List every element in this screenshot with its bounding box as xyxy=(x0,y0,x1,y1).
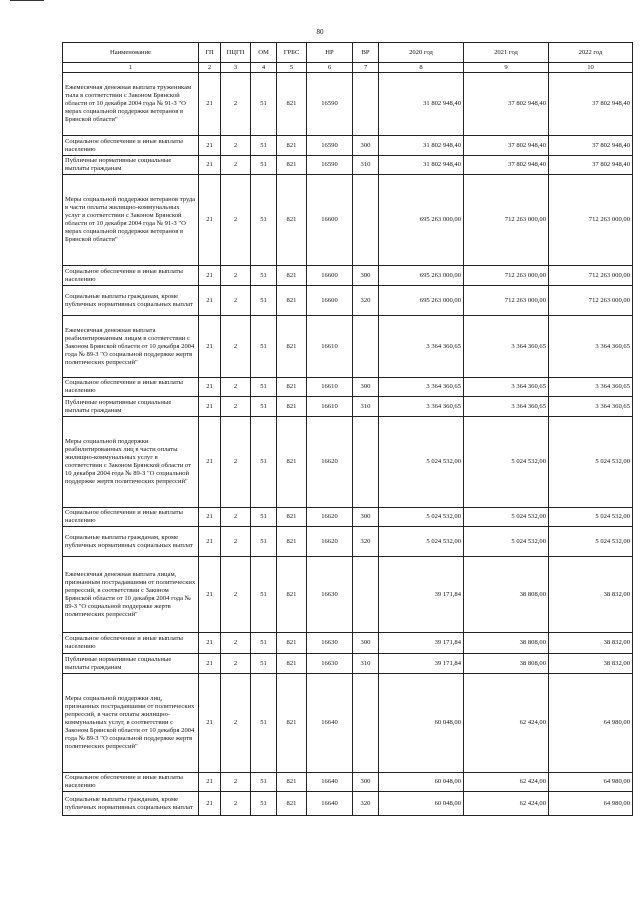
nr-cell: 16630 xyxy=(307,633,353,654)
amount-2021-cell: 3 364 360,65 xyxy=(464,397,549,417)
om-cell: 51 xyxy=(251,156,277,175)
amount-2022-cell: 712 263 000,00 xyxy=(549,286,633,316)
gp-cell: 21 xyxy=(199,316,221,378)
table-row xyxy=(63,792,633,816)
pcgp-cell: 2 xyxy=(221,633,251,654)
pcgp-cell: 2 xyxy=(221,266,251,286)
amount-2020-cell: 5 024 532,00 xyxy=(379,527,464,557)
nr-cell: 16600 xyxy=(307,266,353,286)
amount-2022-cell: 38 832,00 xyxy=(549,654,633,674)
pcgp-cell: 2 xyxy=(221,674,251,773)
gp-cell: 21 xyxy=(199,397,221,417)
om-cell: 51 xyxy=(251,773,277,792)
pcgp-cell: 2 xyxy=(221,175,251,266)
nr-cell: 16590 xyxy=(307,136,353,156)
row-name-cell: Публичные нормативные социальные выплаты гражданам xyxy=(63,654,199,674)
amount-2021-cell: 37 802 948,40 xyxy=(464,73,549,136)
header-2022: 2022 год xyxy=(549,43,633,63)
amount-2021-cell: 712 263 000,00 xyxy=(464,175,549,266)
grbs-cell: 821 xyxy=(277,557,307,633)
table-row xyxy=(63,773,633,792)
header-name: Наименование xyxy=(63,43,199,63)
nr-cell: 16590 xyxy=(307,73,353,136)
gp-cell: 21 xyxy=(199,175,221,266)
grbs-cell: 821 xyxy=(277,674,307,773)
pcgp-cell: 2 xyxy=(221,316,251,378)
grbs-cell: 821 xyxy=(277,633,307,654)
table-row xyxy=(63,378,633,397)
nr-cell: 16600 xyxy=(307,175,353,266)
table-row xyxy=(63,316,633,378)
header-nr: НР xyxy=(307,43,353,63)
amount-2021-cell: 712 263 000,00 xyxy=(464,266,549,286)
amount-2021-cell: 62 424,00 xyxy=(464,792,549,816)
amount-2020-cell: 60 048,00 xyxy=(379,792,464,816)
index-cell: 7 xyxy=(353,63,379,73)
amount-2021-cell: 37 802 948,40 xyxy=(464,156,549,175)
pcgp-cell: 2 xyxy=(221,654,251,674)
grbs-cell: 821 xyxy=(277,397,307,417)
table-row xyxy=(63,633,633,654)
amount-2021-cell: 62 424,00 xyxy=(464,674,549,773)
table-row xyxy=(63,397,633,417)
pcgp-cell: 2 xyxy=(221,397,251,417)
nr-cell: 16640 xyxy=(307,792,353,816)
vr-cell: 300 xyxy=(353,266,379,286)
gp-cell: 21 xyxy=(199,417,221,508)
vr-cell xyxy=(353,73,379,136)
vr-cell xyxy=(353,175,379,266)
vr-cell xyxy=(353,316,379,378)
amount-2021-cell: 5 024 532,00 xyxy=(464,508,549,527)
vr-cell: 320 xyxy=(353,527,379,557)
vr-cell: 300 xyxy=(353,633,379,654)
pcgp-cell: 2 xyxy=(221,417,251,508)
om-cell: 51 xyxy=(251,674,277,773)
grbs-cell: 821 xyxy=(277,156,307,175)
row-name-cell: Социальные выплаты гражданам, кроме публичных нормативных социальных выплат xyxy=(63,527,199,557)
amount-2022-cell: 37 802 948,40 xyxy=(549,136,633,156)
grbs-cell: 821 xyxy=(277,286,307,316)
amount-2021-cell: 712 263 000,00 xyxy=(464,286,549,316)
amount-2022-cell: 64 980,00 xyxy=(549,773,633,792)
vr-cell: 310 xyxy=(353,156,379,175)
table-row xyxy=(63,417,633,508)
table-row xyxy=(63,654,633,674)
om-cell: 51 xyxy=(251,417,277,508)
index-cell: 3 xyxy=(221,63,251,73)
row-name-cell: Социальное обеспечение и иные выплаты населению xyxy=(63,773,199,792)
amount-2022-cell: 712 263 000,00 xyxy=(549,175,633,266)
row-name-cell: Публичные нормативные социальные выплаты гражданам xyxy=(63,397,199,417)
table-row xyxy=(63,527,633,557)
gp-cell: 21 xyxy=(199,73,221,136)
gp-cell: 21 xyxy=(199,792,221,816)
om-cell: 51 xyxy=(251,397,277,417)
amount-2021-cell: 3 364 360,65 xyxy=(464,378,549,397)
amount-2020-cell: 60 048,00 xyxy=(379,674,464,773)
om-cell: 51 xyxy=(251,316,277,378)
gp-cell: 21 xyxy=(199,286,221,316)
table-row xyxy=(63,508,633,527)
om-cell: 51 xyxy=(251,378,277,397)
amount-2022-cell: 37 802 948,40 xyxy=(549,73,633,136)
row-name-cell: Публичные нормативные социальные выплаты гражданам xyxy=(63,156,199,175)
index-cell: 8 xyxy=(379,63,464,73)
amount-2020-cell: 39 171,84 xyxy=(379,557,464,633)
pcgp-cell: 2 xyxy=(221,136,251,156)
table-row xyxy=(63,674,633,773)
corner-mark xyxy=(10,0,44,1)
amount-2020-cell: 60 048,00 xyxy=(379,773,464,792)
om-cell: 51 xyxy=(251,286,277,316)
om-cell: 51 xyxy=(251,73,277,136)
nr-cell: 16640 xyxy=(307,773,353,792)
amount-2021-cell: 38 808,00 xyxy=(464,557,549,633)
amount-2022-cell: 712 263 000,00 xyxy=(549,266,633,286)
gp-cell: 21 xyxy=(199,266,221,286)
pcgp-cell: 2 xyxy=(221,73,251,136)
row-name-cell: Ежемесячная денежная выплата лицам, признанным пострадавшими от политических репрессий, в соответствии с Законом Брянской области от 10 декабря 2004 года № 89-З "О социальной поддержке жертв политических репрессий" xyxy=(63,557,199,633)
table-row xyxy=(63,156,633,175)
om-cell: 51 xyxy=(251,792,277,816)
table-row xyxy=(63,73,633,136)
vr-cell: 320 xyxy=(353,792,379,816)
amount-2020-cell: 31 802 948,40 xyxy=(379,136,464,156)
pcgp-cell: 2 xyxy=(221,557,251,633)
amount-2021-cell: 62 424,00 xyxy=(464,773,549,792)
grbs-cell: 821 xyxy=(277,266,307,286)
amount-2021-cell: 38 808,00 xyxy=(464,654,549,674)
gp-cell: 21 xyxy=(199,527,221,557)
vr-cell xyxy=(353,557,379,633)
vr-cell: 310 xyxy=(353,397,379,417)
row-name-cell: Ежемесячная денежная выплата реабилитированным лицам в соответствии с Законом Брянской области от 10 декабря 2004 года № 89-З "О социальной поддержке жертв политических репрессий" xyxy=(63,316,199,378)
vr-cell: 300 xyxy=(353,378,379,397)
index-cell: 6 xyxy=(307,63,353,73)
amount-2020-cell: 695 263 000,00 xyxy=(379,175,464,266)
nr-cell: 16620 xyxy=(307,417,353,508)
page-number: 80 xyxy=(316,28,324,36)
vr-cell: 300 xyxy=(353,136,379,156)
header-pcgp: ПЦГП xyxy=(221,43,251,63)
nr-cell: 16620 xyxy=(307,508,353,527)
pcgp-cell: 2 xyxy=(221,378,251,397)
row-name-cell: Меры социальной поддержки лиц, признанных пострадавшими от политических репрессий, в части оплаты жилищно-коммунальных услуг, в соответствии с Законом Брянской области от 10 декабря 2004 года № 89-З "О социальной поддержке жертв политических репрессий" xyxy=(63,674,199,773)
gp-cell: 21 xyxy=(199,156,221,175)
index-cell: 4 xyxy=(251,63,277,73)
index-cell: 9 xyxy=(464,63,549,73)
amount-2022-cell: 3 364 360,65 xyxy=(549,378,633,397)
amount-2020-cell: 31 802 948,40 xyxy=(379,156,464,175)
amount-2022-cell: 3 364 360,65 xyxy=(549,397,633,417)
vr-cell: 300 xyxy=(353,508,379,527)
row-name-cell: Социальное обеспечение и иные выплаты населению xyxy=(63,633,199,654)
amount-2021-cell: 5 024 532,00 xyxy=(464,417,549,508)
om-cell: 51 xyxy=(251,266,277,286)
row-name-cell: Ежемесячная денежная выплата труженикам тыла в соответствии с Законом Брянской области от 10 декабря 2004 года № 91-З "О мерах социальной поддержки ветеранов в Брянской области" xyxy=(63,73,199,136)
grbs-cell: 821 xyxy=(277,316,307,378)
amount-2020-cell: 3 364 360,65 xyxy=(379,316,464,378)
gp-cell: 21 xyxy=(199,557,221,633)
pcgp-cell: 2 xyxy=(221,527,251,557)
pcgp-cell: 2 xyxy=(221,156,251,175)
gp-cell: 21 xyxy=(199,136,221,156)
nr-cell: 16610 xyxy=(307,378,353,397)
table-row xyxy=(63,266,633,286)
om-cell: 51 xyxy=(251,654,277,674)
table-row xyxy=(63,175,633,266)
amount-2020-cell: 695 263 000,00 xyxy=(379,266,464,286)
vr-cell xyxy=(353,417,379,508)
amount-2022-cell: 5 024 532,00 xyxy=(549,527,633,557)
nr-cell: 16630 xyxy=(307,654,353,674)
amount-2020-cell: 3 364 360,65 xyxy=(379,397,464,417)
header-om: ОМ xyxy=(251,43,277,63)
gp-cell: 21 xyxy=(199,633,221,654)
amount-2020-cell: 31 802 948,40 xyxy=(379,73,464,136)
grbs-cell: 821 xyxy=(277,773,307,792)
row-name-cell: Социальное обеспечение и иные выплаты населению xyxy=(63,136,199,156)
amount-2020-cell: 39 171,84 xyxy=(379,633,464,654)
grbs-cell: 821 xyxy=(277,175,307,266)
om-cell: 51 xyxy=(251,508,277,527)
gp-cell: 21 xyxy=(199,378,221,397)
column-index-row xyxy=(63,63,633,73)
om-cell: 51 xyxy=(251,633,277,654)
amount-2020-cell: 5 024 532,00 xyxy=(379,417,464,508)
amount-2020-cell: 39 171,84 xyxy=(379,654,464,674)
row-name-cell: Социальное обеспечение и иные выплаты населению xyxy=(63,508,199,527)
index-cell: 2 xyxy=(199,63,221,73)
header-gp: ГП xyxy=(199,43,221,63)
nr-cell: 16630 xyxy=(307,557,353,633)
index-cell: 10 xyxy=(549,63,633,73)
index-cell: 1 xyxy=(63,63,199,73)
table-row xyxy=(63,557,633,633)
grbs-cell: 821 xyxy=(277,792,307,816)
nr-cell: 16620 xyxy=(307,527,353,557)
gp-cell: 21 xyxy=(199,654,221,674)
nr-cell: 16610 xyxy=(307,316,353,378)
row-name-cell: Социальные выплаты гражданам, кроме публичных нормативных социальных выплат xyxy=(63,792,199,816)
gp-cell: 21 xyxy=(199,674,221,773)
amount-2021-cell: 37 802 948,40 xyxy=(464,136,549,156)
gp-cell: 21 xyxy=(199,508,221,527)
grbs-cell: 821 xyxy=(277,73,307,136)
row-name-cell: Меры социальной поддержки ветеранов труда в части оплаты жилищно-коммунальных услуг в соответствии с Законом Брянской области от 10 декабря 2004 года № 91-З "О мерах социальной поддержки ветеранов в Брянской области" xyxy=(63,175,199,266)
pcgp-cell: 2 xyxy=(221,773,251,792)
nr-cell: 16590 xyxy=(307,156,353,175)
amount-2021-cell: 5 024 532,00 xyxy=(464,527,549,557)
row-name-cell: Социальные выплаты гражданам, кроме публичных нормативных социальных выплат xyxy=(63,286,199,316)
nr-cell: 16610 xyxy=(307,397,353,417)
table-row xyxy=(63,286,633,316)
vr-cell: 320 xyxy=(353,286,379,316)
index-cell: 5 xyxy=(277,63,307,73)
gp-cell: 21 xyxy=(199,773,221,792)
vr-cell: 300 xyxy=(353,773,379,792)
header-grbs: ГРБС xyxy=(277,43,307,63)
amount-2022-cell: 64 980,00 xyxy=(549,792,633,816)
pcgp-cell: 2 xyxy=(221,792,251,816)
pcgp-cell: 2 xyxy=(221,508,251,527)
table-row xyxy=(63,136,633,156)
grbs-cell: 821 xyxy=(277,508,307,527)
amount-2022-cell: 3 364 360,65 xyxy=(549,316,633,378)
amount-2020-cell: 695 263 000,00 xyxy=(379,286,464,316)
grbs-cell: 821 xyxy=(277,378,307,397)
row-name-cell: Социальное обеспечение и иные выплаты населению xyxy=(63,378,199,397)
header-vr: ВР xyxy=(353,43,379,63)
amount-2022-cell: 5 024 532,00 xyxy=(549,508,633,527)
amount-2022-cell: 38 832,00 xyxy=(549,557,633,633)
amount-2021-cell: 3 364 360,65 xyxy=(464,316,549,378)
header-row xyxy=(63,43,633,63)
pcgp-cell: 2 xyxy=(221,286,251,316)
budget-table xyxy=(62,42,633,816)
grbs-cell: 821 xyxy=(277,654,307,674)
row-name-cell: Меры социальной поддержки реабилитированных лиц в части оплаты жилищно-коммунальных услуг в соответствии с Законом Брянской области от 10 декабря 2004 года № 89-З "О социальной поддержке жертв политических репрессий" xyxy=(63,417,199,508)
vr-cell: 310 xyxy=(353,654,379,674)
om-cell: 51 xyxy=(251,175,277,266)
om-cell: 51 xyxy=(251,136,277,156)
amount-2022-cell: 64 980,00 xyxy=(549,674,633,773)
grbs-cell: 821 xyxy=(277,417,307,508)
amount-2020-cell: 3 364 360,65 xyxy=(379,378,464,397)
vr-cell xyxy=(353,674,379,773)
nr-cell: 16640 xyxy=(307,674,353,773)
grbs-cell: 821 xyxy=(277,136,307,156)
om-cell: 51 xyxy=(251,557,277,633)
amount-2021-cell: 38 808,00 xyxy=(464,633,549,654)
om-cell: 51 xyxy=(251,527,277,557)
grbs-cell: 821 xyxy=(277,527,307,557)
header-2020: 2020 год xyxy=(379,43,464,63)
amount-2022-cell: 5 024 532,00 xyxy=(549,417,633,508)
row-name-cell: Социальное обеспечение и иные выплаты населению xyxy=(63,266,199,286)
nr-cell: 16600 xyxy=(307,286,353,316)
amount-2022-cell: 38 832,00 xyxy=(549,633,633,654)
header-2021: 2021 год xyxy=(464,43,549,63)
amount-2020-cell: 5 024 532,00 xyxy=(379,508,464,527)
amount-2022-cell: 37 802 948,40 xyxy=(549,156,633,175)
